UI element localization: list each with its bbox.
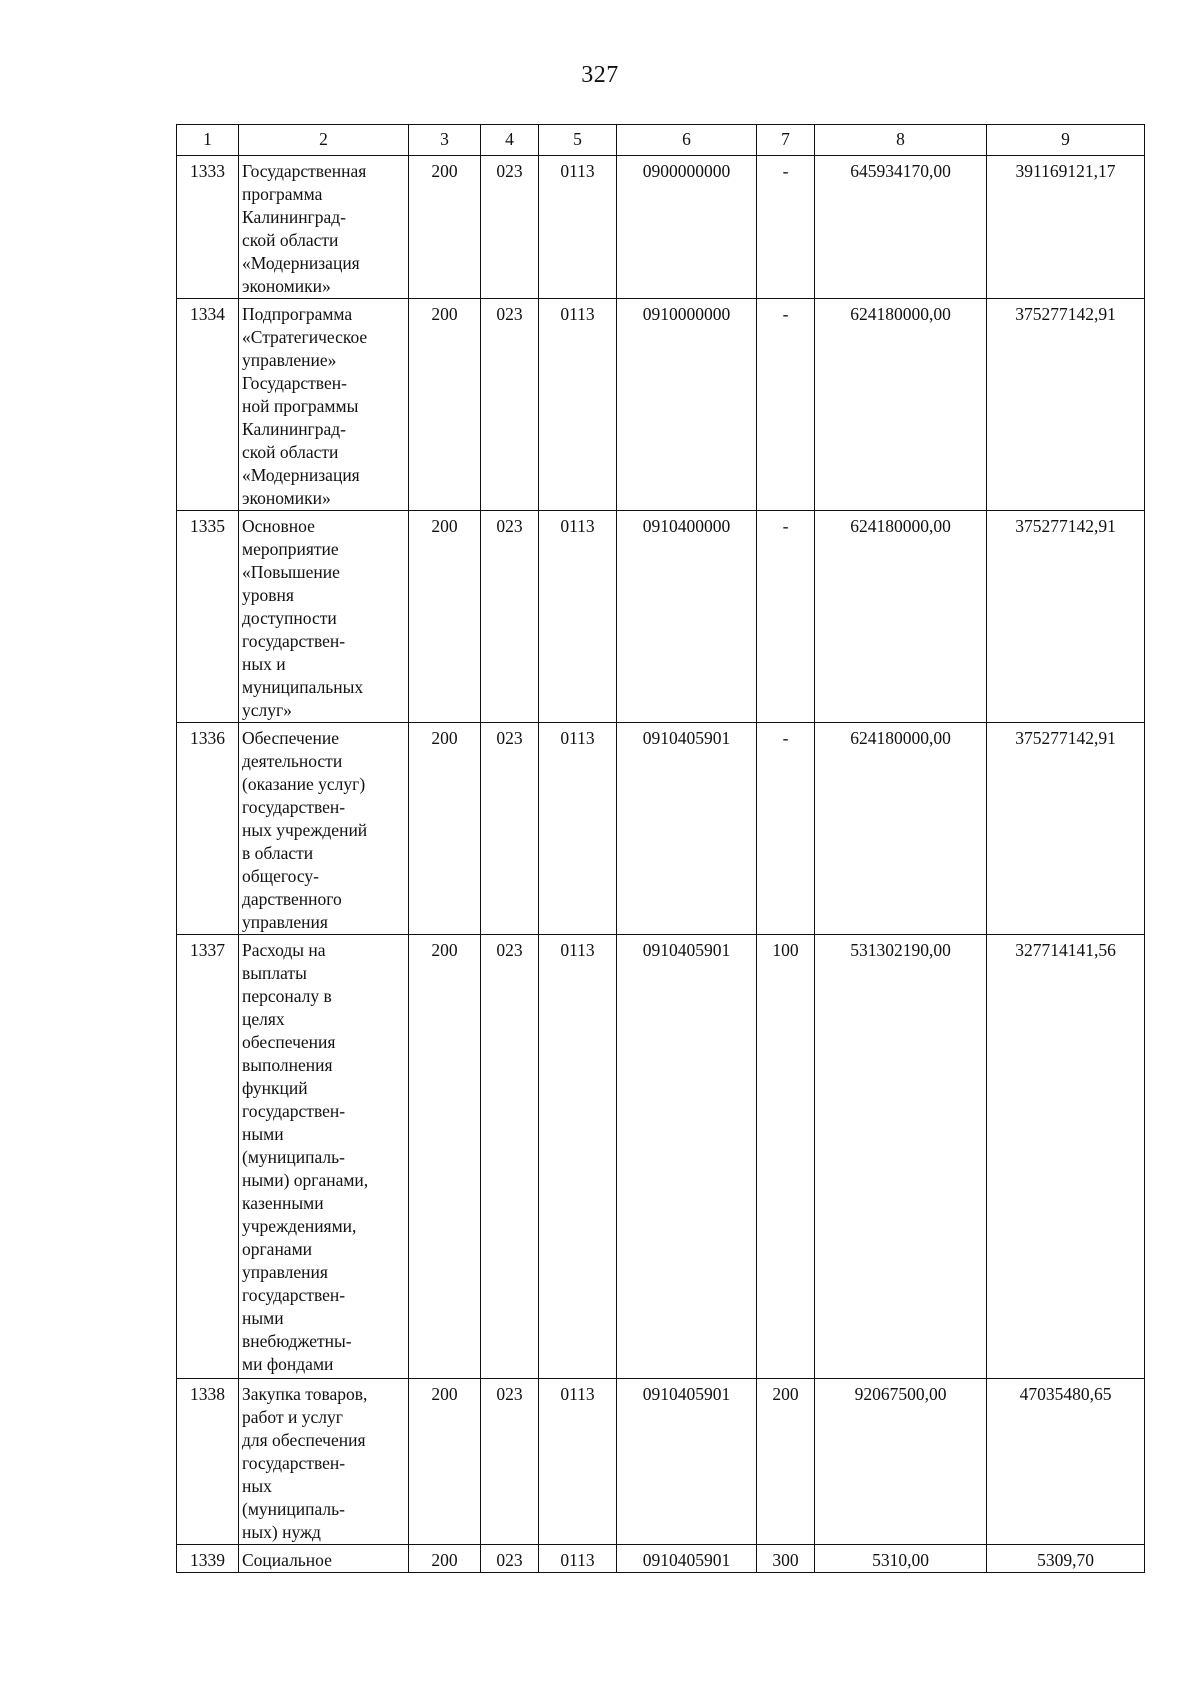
row-col-3: 200 bbox=[409, 1545, 481, 1573]
row-col-7: - bbox=[757, 299, 815, 511]
table-row bbox=[177, 935, 1145, 1379]
row-col-6: 0910405901 bbox=[617, 1379, 757, 1545]
row-col-3: 200 bbox=[409, 723, 481, 935]
row-col-3: 200 bbox=[409, 156, 481, 299]
row-col-5: 0113 bbox=[539, 723, 617, 935]
row-col-6: 0910405901 bbox=[617, 723, 757, 935]
row-col-7: 100 bbox=[757, 935, 815, 1379]
row-col-8: 645934170,00 bbox=[815, 156, 987, 299]
row-col-5: 0113 bbox=[539, 1379, 617, 1545]
row-col-9: 375277142,91 bbox=[987, 723, 1145, 935]
header-col-7: 7 bbox=[757, 125, 815, 156]
row-col-5: 0113 bbox=[539, 511, 617, 723]
row-col-5: 0113 bbox=[539, 1545, 617, 1573]
header-col-3: 3 bbox=[409, 125, 481, 156]
row-col-8: 5310,00 bbox=[815, 1545, 987, 1573]
row-col-7: 300 bbox=[757, 1545, 815, 1573]
row-col-4: 023 bbox=[481, 1545, 539, 1573]
row-col-7: - bbox=[757, 156, 815, 299]
row-col-5: 0113 bbox=[539, 935, 617, 1379]
row-col-6: 0910000000 bbox=[617, 299, 757, 511]
table-row bbox=[177, 511, 1145, 723]
row-name: Социальное bbox=[239, 1545, 409, 1573]
row-name: Расходы на выплаты персоналу в целях обеспечения выполнения функций государствен- ными (муниципаль- ными) органами, казенными учреждениями, органами управления государствен- ными внебюджетны- ми фондами bbox=[239, 935, 409, 1379]
row-name: Государственная программа Калининград- ской области «Модернизация экономики» bbox=[239, 156, 409, 299]
row-number: 1333 bbox=[177, 156, 239, 299]
row-number: 1334 bbox=[177, 299, 239, 511]
row-col-9: 47035480,65 bbox=[987, 1379, 1145, 1545]
row-col-8: 624180000,00 bbox=[815, 299, 987, 511]
row-number: 1337 bbox=[177, 935, 239, 1379]
row-col-8: 531302190,00 bbox=[815, 935, 987, 1379]
row-col-6: 0900000000 bbox=[617, 156, 757, 299]
row-number: 1335 bbox=[177, 511, 239, 723]
row-col-7: 200 bbox=[757, 1379, 815, 1545]
budget-table bbox=[176, 124, 1145, 1573]
header-col-4: 4 bbox=[481, 125, 539, 156]
page-number: 327 bbox=[581, 62, 619, 88]
header-col-5: 5 bbox=[539, 125, 617, 156]
header-col-8: 8 bbox=[815, 125, 987, 156]
row-col-4: 023 bbox=[481, 511, 539, 723]
row-col-9: 375277142,91 bbox=[987, 511, 1145, 723]
row-name: Подпрограмма «Стратегическое управление» Государствен- ной программы Калининград- ской области «Модернизация экономики» bbox=[239, 299, 409, 511]
row-col-6: 0910405901 bbox=[617, 935, 757, 1379]
row-col-8: 624180000,00 bbox=[815, 511, 987, 723]
row-col-3: 200 bbox=[409, 1379, 481, 1545]
row-col-4: 023 bbox=[481, 935, 539, 1379]
header-col-6: 6 bbox=[617, 125, 757, 156]
row-col-3: 200 bbox=[409, 299, 481, 511]
table-row bbox=[177, 1379, 1145, 1545]
row-number: 1339 bbox=[177, 1545, 239, 1573]
row-number: 1338 bbox=[177, 1379, 239, 1545]
header-col-1: 1 bbox=[177, 125, 239, 156]
row-col-4: 023 bbox=[481, 156, 539, 299]
row-col-9: 391169121,17 bbox=[987, 156, 1145, 299]
row-name: Обеспечение деятельности (оказание услуг) государствен- ных учреждений в области общегосу- дарственного управления bbox=[239, 723, 409, 935]
row-col-7: - bbox=[757, 511, 815, 723]
row-col-9: 375277142,91 bbox=[987, 299, 1145, 511]
table-row bbox=[177, 299, 1145, 511]
row-col-4: 023 bbox=[481, 723, 539, 935]
row-col-6: 0910405901 bbox=[617, 1545, 757, 1573]
row-name: Основное мероприятие «Повышение уровня доступности государствен- ных и муниципальных услуг» bbox=[239, 511, 409, 723]
row-name: Закупка товаров, работ и услуг для обеспечения государствен- ных (муниципаль- ных) нужд bbox=[239, 1379, 409, 1545]
table-row bbox=[177, 156, 1145, 299]
row-number: 1336 bbox=[177, 723, 239, 935]
table-header-row bbox=[177, 125, 1145, 156]
row-col-5: 0113 bbox=[539, 156, 617, 299]
row-col-6: 0910400000 bbox=[617, 511, 757, 723]
row-col-8: 92067500,00 bbox=[815, 1379, 987, 1545]
table-row bbox=[177, 1545, 1145, 1573]
row-col-4: 023 bbox=[481, 1379, 539, 1545]
row-col-8: 624180000,00 bbox=[815, 723, 987, 935]
header-col-2: 2 bbox=[239, 125, 409, 156]
row-col-4: 023 bbox=[481, 299, 539, 511]
row-col-7: - bbox=[757, 723, 815, 935]
row-col-3: 200 bbox=[409, 935, 481, 1379]
row-col-9: 5309,70 bbox=[987, 1545, 1145, 1573]
table-row bbox=[177, 723, 1145, 935]
row-col-3: 200 bbox=[409, 511, 481, 723]
header-col-9: 9 bbox=[987, 125, 1145, 156]
row-col-9: 327714141,56 bbox=[987, 935, 1145, 1379]
row-col-5: 0113 bbox=[539, 299, 617, 511]
